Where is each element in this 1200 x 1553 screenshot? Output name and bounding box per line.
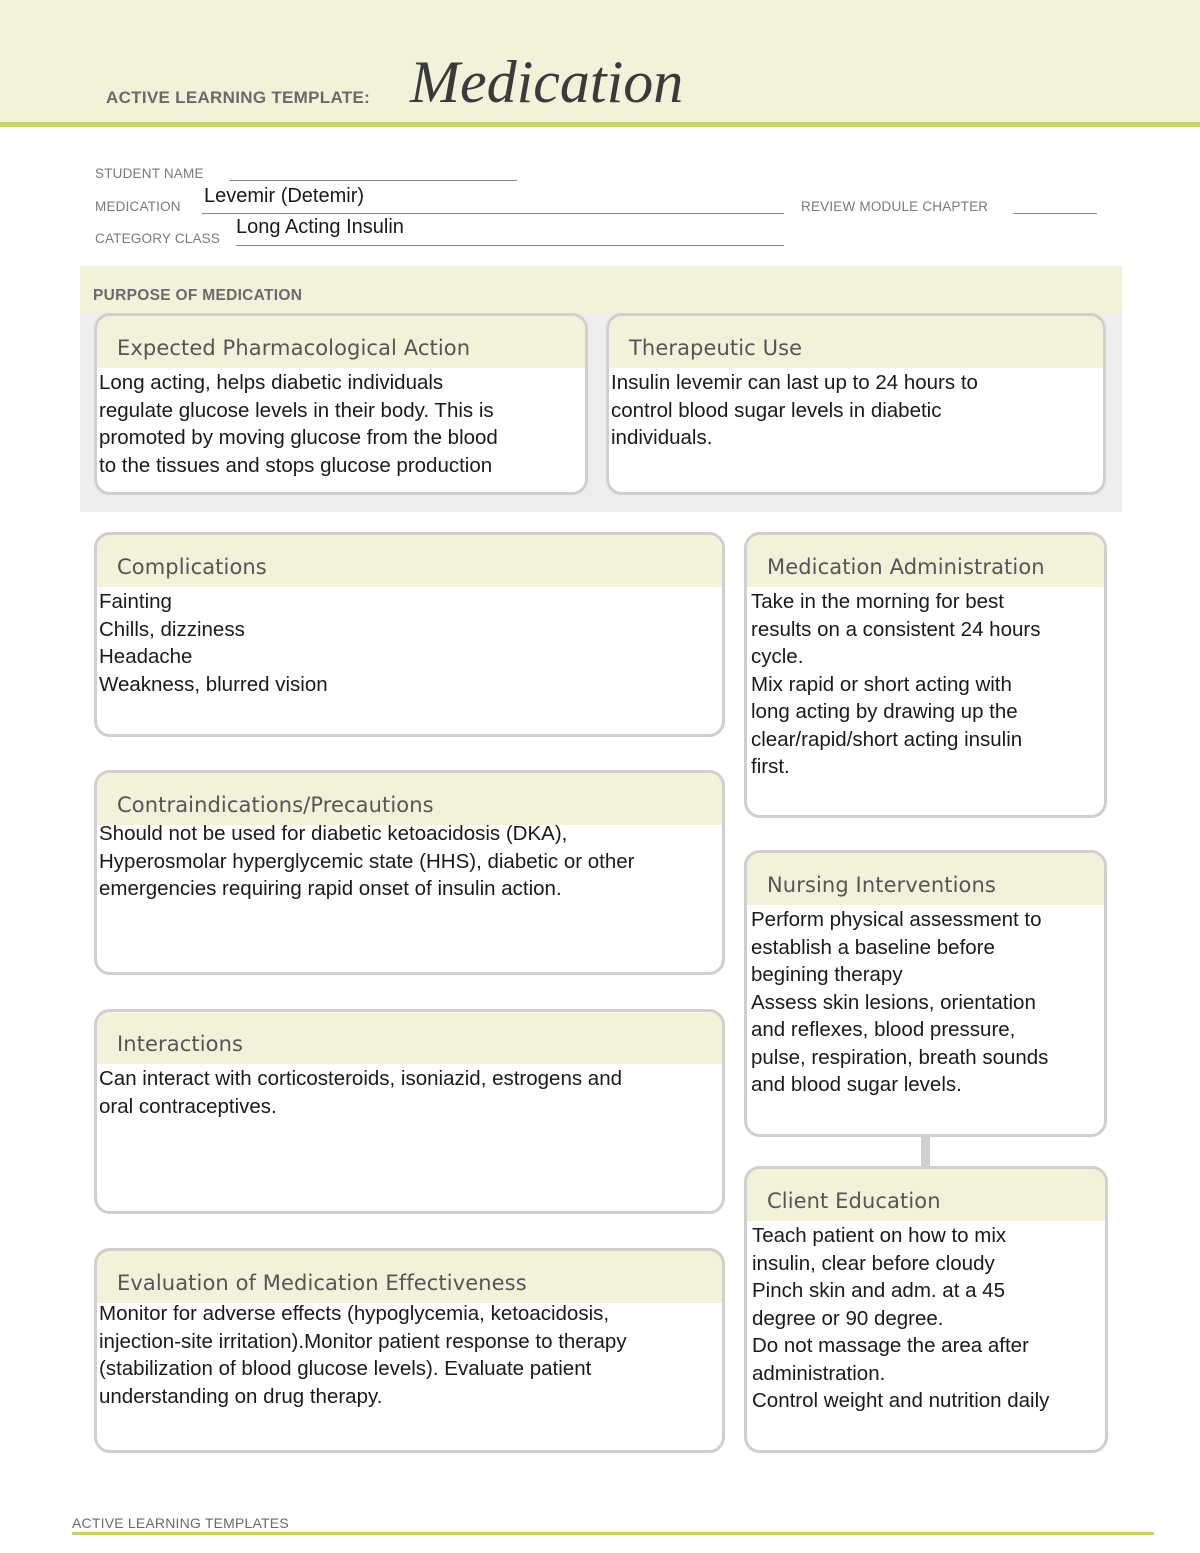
medication-value: Levemir (Detemir) [204,185,365,207]
medication-label: MEDICATION [95,199,181,214]
complications-box [94,532,725,737]
interactions-box [94,1009,725,1214]
template-title: Medication [410,49,684,115]
complications-body[interactable]: Fainting Chills, dizziness Headache Weakness, blurred vision [99,590,328,696]
therapeutic-use-body[interactable]: Insulin levemir can last up to 24 hours to control blood sugar levels in diabetic individuals. [611,371,978,449]
contraindications-title: Contraindications/Precautions [97,773,722,825]
expected-action-title: Expected Pharmacological Action [97,316,585,368]
nursing-interventions-body[interactable]: Perform physical assessment to establish a baseline before begining therapy Assess skin lesions, orientation and reflexes, blood pressure, pulse, respiration, breath sounds and blood sugar levels. [751,908,1049,1096]
medication-field[interactable] [202,213,784,214]
client-education-title: Client Education [747,1169,1105,1221]
complications-title: Complications [97,535,722,587]
evaluation-body[interactable]: Monitor for adverse effects (hypoglycemia, ketoacidosis, injection-site irritation).Monitor patient response to therapy (stabilization of blood glucose levels). Evaluate patient understanding on drug therapy. [99,1302,627,1408]
therapeutic-use-title: Therapeutic Use [609,316,1103,368]
administration-box [744,532,1107,818]
template-label: ACTIVE LEARNING TEMPLATE: [106,88,371,107]
client-education-box [744,1166,1108,1453]
nursing-interventions-title: Nursing Interventions [747,853,1104,905]
student-name-label: STUDENT NAME [95,166,204,181]
evaluation-box [94,1248,725,1453]
category-class-value: Long Acting Insulin [236,216,404,238]
review-module-field[interactable] [1013,213,1097,214]
therapeutic-use-box [606,313,1106,495]
nursing-interventions-box [744,850,1107,1137]
expected-action-box [94,313,588,495]
contraindications-box [94,770,725,975]
footer-label: ACTIVE LEARNING TEMPLATES [72,1515,289,1531]
client-education-body[interactable]: Teach patient on how to mix insulin, clear before cloudy Pinch skin and adm. at a 45 degree or 90 degree. Do not massage the area after administration. Control weight and nutrition daily [752,1224,1050,1412]
category-class-label: CATEGORY CLASS [95,231,221,246]
contraindications-body[interactable]: Should not be used for diabetic ketoacidosis (DKA), Hyperosmolar hyperglycemic state (HHS), diabetic or other emergencies requiring rapid onset of insulin action. [99,822,635,900]
footer-divider [72,1532,1154,1535]
student-name-field[interactable] [229,180,517,181]
interactions-body[interactable]: Can interact with corticosteroids, isoniazid, estrogens and oral contraceptives. [99,1067,623,1118]
administration-title: Medication Administration [747,535,1104,587]
administration-body[interactable]: Take in the morning for best results on a consistent 24 hours cycle. Mix rapid or short acting with long acting by drawing up the clear/rapid/short acting insulin first. [751,590,1041,778]
expected-action-body[interactable]: Long acting, helps diabetic individuals regulate glucose levels in their body. This is promoted by moving glucose from the blood to the tissues and stops glucose production [99,371,498,477]
category-class-field[interactable] [236,245,784,246]
review-module-label: REVIEW MODULE CHAPTER [801,199,989,214]
box-connector [921,1136,930,1166]
purpose-title: PURPOSE OF MEDICATION [93,287,303,304]
evaluation-title: Evaluation of Medication Effectiveness [97,1251,722,1303]
interactions-title: Interactions [97,1012,722,1064]
header-divider [0,122,1200,127]
